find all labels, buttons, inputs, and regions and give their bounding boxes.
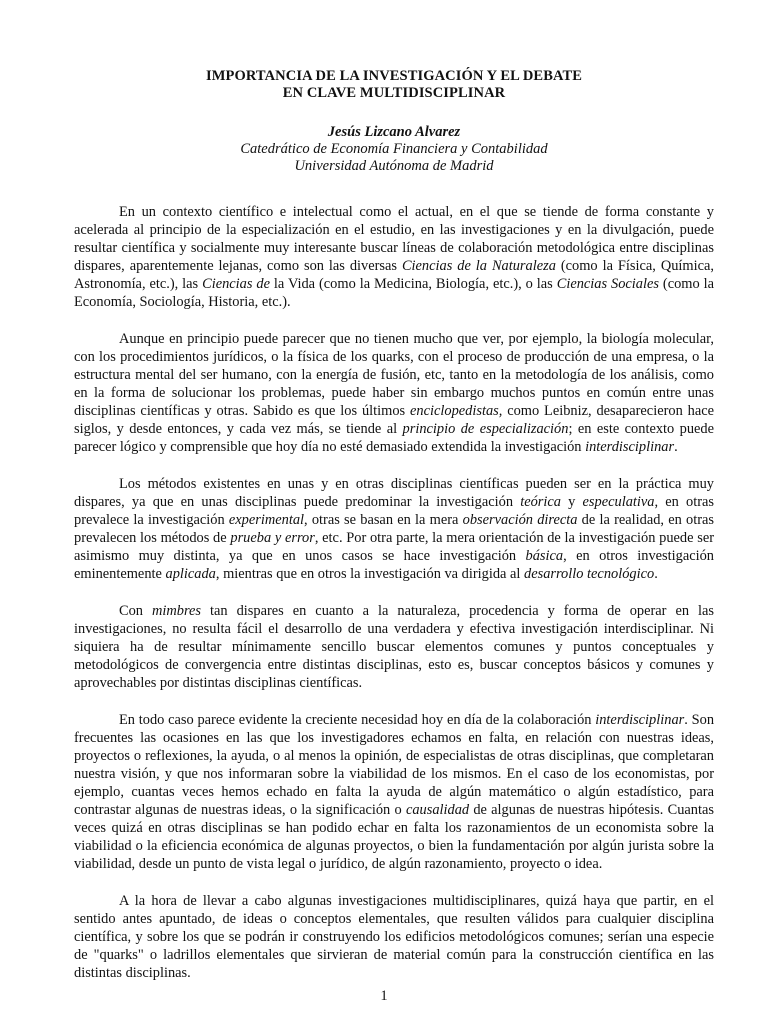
italic-text: interdisciplinar	[585, 439, 675, 455]
italic-text: mimbres	[151, 603, 202, 619]
text-run: Aunque en principio puede parecer que no tienen mucho que ver, por ejemplo, la biología molecular, con los procedimientos jurídicos, o la física de los quarks, con el proceso de producción de una empresa, o la estructura mental del ser humano, con la energía de fusión, etc, tanto en la metodología de los análisis, como en la forma de solucionar los problemas, puede haber sin embargo muchos puntos en común entre unas disciplinas científicas y otras. Sabido es que los últimos	[74, 331, 714, 419]
italic-text: especulativa	[582, 494, 655, 510]
text-run: .	[674, 439, 678, 455]
text-run: Con	[119, 603, 152, 619]
text-run: , mientras que en otros la investigación va dirigida al	[215, 566, 525, 582]
page-number: 1	[380, 988, 388, 1004]
italic-text: Ciencias de	[202, 276, 270, 292]
italic-text: desarrollo tecnológico	[524, 566, 655, 582]
text-run: como Leibniz, desaparecieron hace siglos, y desde entonces, y cada vez más, se tiende al	[74, 403, 714, 437]
body-paragraph	[74, 892, 714, 982]
italic-text: teórica	[520, 494, 561, 510]
body-paragraph	[74, 330, 714, 456]
author-name: Jesús Lizcano Alvarez	[327, 124, 461, 140]
text-run: (como la Física, Química, Astronomía, etc.), las	[74, 258, 714, 292]
author-institution: Universidad Autónoma de Madrid	[294, 158, 494, 174]
text-run: y	[560, 494, 583, 510]
text-run: tan dispares en cuanto a la naturaleza, procedencia y forma de operar en las investigaciones, no resulta fácil el desarrollo de una verdadera y efectiva investigación interdisciplinar. Ni siquiera ha de resultar mínimamente sencillo buscar elementos comunes y puntos conceptuales y metodológicos de convergencia entre distintas disciplinas, esto es, buscar conceptos básicos y comunes y aprovechables por distintas disciplinas científicas.	[74, 603, 714, 691]
italic-text: Ciencias de la Naturaleza	[401, 258, 556, 274]
italic-text: aplicada	[165, 566, 216, 582]
text-run: ; en este contexto puede parecer lógico y comprensible que hoy día no esté demasiado extendida la investigación	[74, 421, 714, 455]
text-run: , en otras prevalece la investigación	[74, 494, 714, 528]
text-run: En todo caso parece evidente la creciente necesidad hoy en día de la colaboración	[119, 712, 596, 728]
body-paragraph	[74, 602, 714, 692]
body-paragraph	[74, 711, 714, 873]
text-run: . Son frecuentes las ocasiones en las que los investigadores echamos en falta, en relación con nuestras ideas, proyectos o reflexiones, la ayuda, o al menos la opinión, de especialistas de otras disciplinas, que completaran nuestra visión, y que nos informaran sobre la viabilidad de los mismos. En el caso de los economistas, por ejemplo, cuantas veces hemos echado en falta la ayuda de algún matemático o algún estadístico, para contrastar algunas de nuestras ideas, o la significación o	[74, 712, 715, 818]
text-run: , otras se basan en la mera	[304, 512, 463, 528]
text-run: En un contexto científico e intelectual como el actual, en el que se tiende de forma constante y acelerada al principio de la especialización en el estudio, en las investigaciones y en la divulgación, puede resultar científica y socialmente muy interesante buscar líneas de colaboración metodológica entre disciplinas dispares, aparentemente lejanas, como son las diversas	[74, 204, 714, 274]
italic-text: experimental	[228, 512, 305, 528]
italic-text: causalidad	[405, 802, 470, 818]
author-block	[74, 124, 714, 175]
body-paragraph	[74, 475, 714, 583]
text-run: Los métodos existentes en unas y en otras disciplinas científicas pueden ser en la práctica muy dispares, ya que en unas disciplinas puede predominar la investigación	[74, 476, 714, 510]
document-body	[74, 203, 714, 982]
italic-text: principio de especialización	[402, 421, 569, 437]
author-position: Catedrático de Economía Financiera y Contabilidad	[240, 141, 548, 157]
text-run: A la hora de llevar a cabo algunas investigaciones multidisciplinares, quizá haya que partir, en el sentido antes apuntado, de ideas o conceptos elementales, que resulten válidos para cualquier disciplina científica, y sobre los que se podrán ir construyendo los edificios metodológicos comunes; serían una especie de "quarks" o ladrillos elementales que sirvieran de material común para la construcción científica en las distintas disciplinas.	[74, 893, 714, 981]
italic-text: observación directa	[462, 512, 578, 528]
title-line-1: IMPORTANCIA DE LA INVESTIGACIÓN Y EL DEBATE	[205, 68, 583, 84]
italic-text: Ciencias Sociales	[556, 276, 659, 292]
text-run: , en otros investigación eminentemente	[74, 548, 714, 582]
text-run: de algunas de nuestras hipótesis. Cuantas veces quizá en otras disciplinas se han podido echar en falta los razonamientos de un economista sobre la viabilidad o la eficiencia económica de algunas proyectos, o bien la fundamentación por algún jurista sobre la viabilidad, desde un punto de vista legal o jurídico, de algún razonamiento, proyecto o idea.	[74, 802, 714, 872]
text-run: (como la Economía, Sociología, Historia, etc.).	[74, 276, 714, 310]
italic-text: básica	[525, 548, 564, 564]
text-run: la Vida (como la Medicina, Biología, etc.), o las	[269, 276, 557, 292]
text-run: .	[654, 566, 658, 582]
text-run: , etc. Por otra parte, la mera orientación de la investigación puede ser asimismo muy distinta, ya que en unos casos se hace investigación	[74, 530, 714, 564]
italic-text: prueba y error	[230, 530, 315, 546]
body-paragraph	[74, 203, 714, 311]
document-title	[74, 68, 714, 102]
title-line-2: EN CLAVE MULTIDISCIPLINAR	[282, 85, 506, 101]
italic-text: enciclopedistas,	[410, 403, 503, 419]
text-run: de la realidad, en otras prevalecen los métodos de	[74, 512, 715, 546]
italic-text: interdisciplinar	[595, 712, 685, 728]
